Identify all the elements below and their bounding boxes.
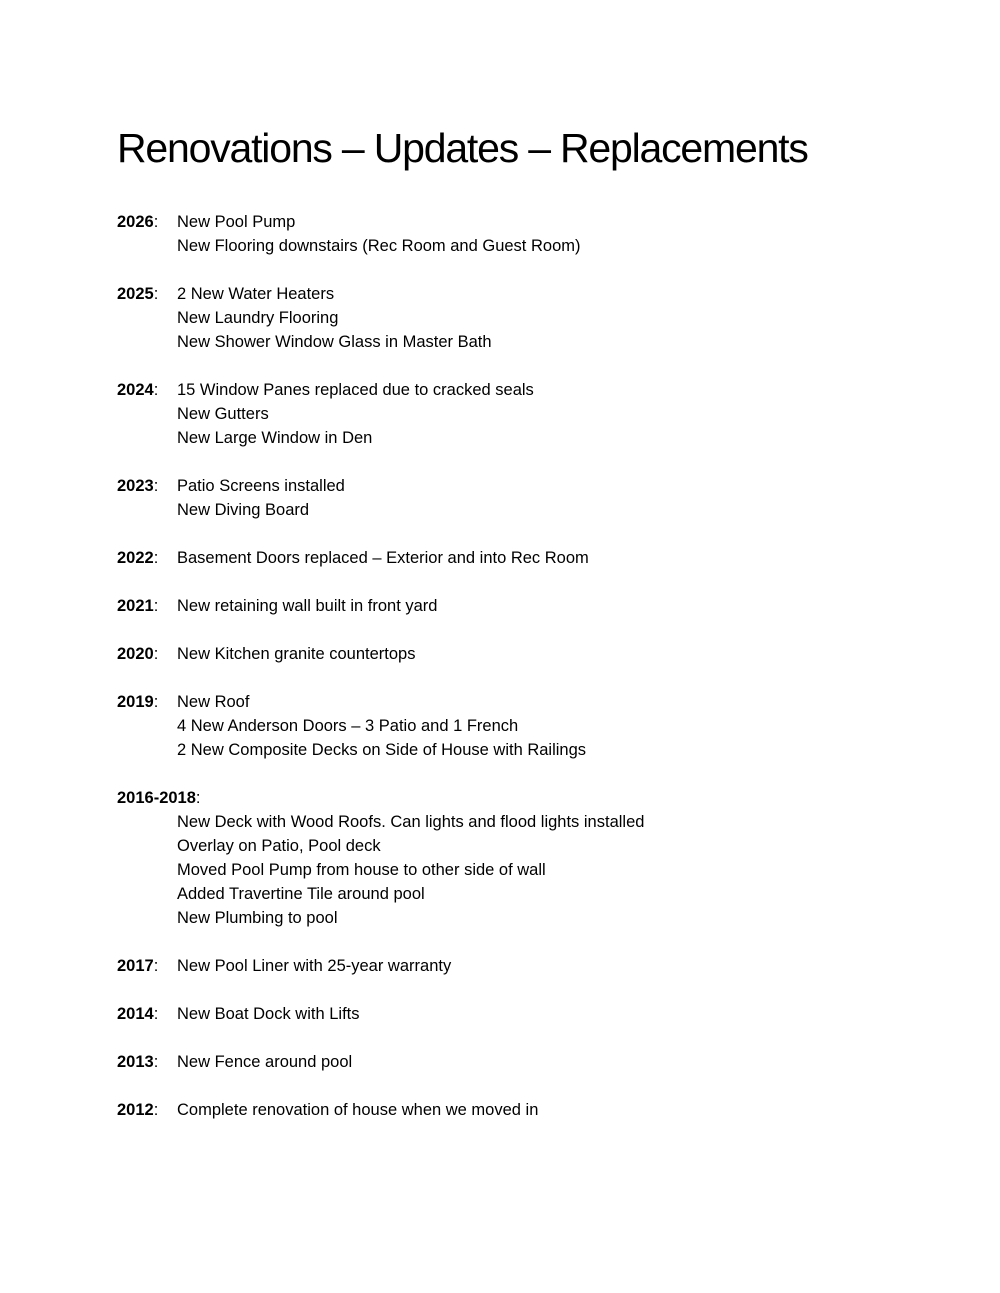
year-label: 2017: <box>117 957 159 975</box>
year-label: 2024: <box>117 381 159 399</box>
list-item: New Large Window in Den <box>177 429 373 447</box>
list-item: Patio Screens installed <box>177 477 345 495</box>
list-item: New Diving Board <box>177 501 310 519</box>
entry-2026 <box>117 210 937 258</box>
year-label: 2025: <box>117 285 159 303</box>
list-item: 15 Window Panes replaced due to cracked seals <box>177 381 534 399</box>
list-item: New Boat Dock with Lifts <box>177 1005 360 1023</box>
list-item: New Plumbing to pool <box>177 909 338 927</box>
list-item: New Deck with Wood Roofs. Can lights and flood lights installed <box>177 813 645 831</box>
entry-2016-2018 <box>117 786 937 930</box>
entry-2013 <box>117 1050 937 1074</box>
list-item: New retaining wall built in front yard <box>177 597 438 615</box>
list-item: Overlay on Patio, Pool deck <box>177 837 381 855</box>
entry-2022 <box>117 546 937 570</box>
year-label: 2013: <box>117 1053 159 1071</box>
list-item: Basement Doors replaced – Exterior and into Rec Room <box>177 549 589 567</box>
entry-2014 <box>117 1002 937 1026</box>
list-item: New Laundry Flooring <box>177 309 339 327</box>
list-item: 2 New Water Heaters <box>177 285 335 303</box>
list-item: New Roof <box>177 693 250 711</box>
year-label: 2026: <box>117 213 159 231</box>
entry-2023 <box>117 474 937 522</box>
list-item: New Pool Pump <box>177 213 296 231</box>
list-item: Complete renovation of house when we moved in <box>177 1101 539 1119</box>
entry-2012 <box>117 1098 937 1122</box>
year-label: 2021: <box>117 597 159 615</box>
entry-2019 <box>117 690 937 762</box>
list-item: New Flooring downstairs (Rec Room and Guest Room) <box>177 237 581 255</box>
entry-2025 <box>117 282 937 354</box>
renovation-list <box>117 210 937 1122</box>
year-label: 2016-2018: <box>117 789 201 807</box>
entry-2017 <box>117 954 937 978</box>
year-label: 2012: <box>117 1101 159 1119</box>
list-item: Added Travertine Tile around pool <box>177 885 425 903</box>
year-label: 2020: <box>117 645 159 663</box>
list-item: 2 New Composite Decks on Side of House with Railings <box>177 741 587 759</box>
entry-2024 <box>117 378 937 450</box>
year-label: 2019: <box>117 693 159 711</box>
list-item: New Kitchen granite countertops <box>177 645 416 663</box>
list-item: 4 New Anderson Doors – 3 Patio and 1 French <box>177 717 519 735</box>
page-title: Renovations – Updates – Replacements <box>117 125 808 171</box>
entry-2021 <box>117 594 937 618</box>
list-item: Moved Pool Pump from house to other side of wall <box>177 861 546 879</box>
year-label: 2022: <box>117 549 159 567</box>
list-item: New Pool Liner with 25-year warranty <box>177 957 452 975</box>
list-item: New Shower Window Glass in Master Bath <box>177 333 492 351</box>
entry-2020 <box>117 642 937 666</box>
list-item: New Gutters <box>177 405 269 423</box>
year-label: 2023: <box>117 477 159 495</box>
list-item: New Fence around pool <box>177 1053 353 1071</box>
year-label: 2014: <box>117 1005 159 1023</box>
